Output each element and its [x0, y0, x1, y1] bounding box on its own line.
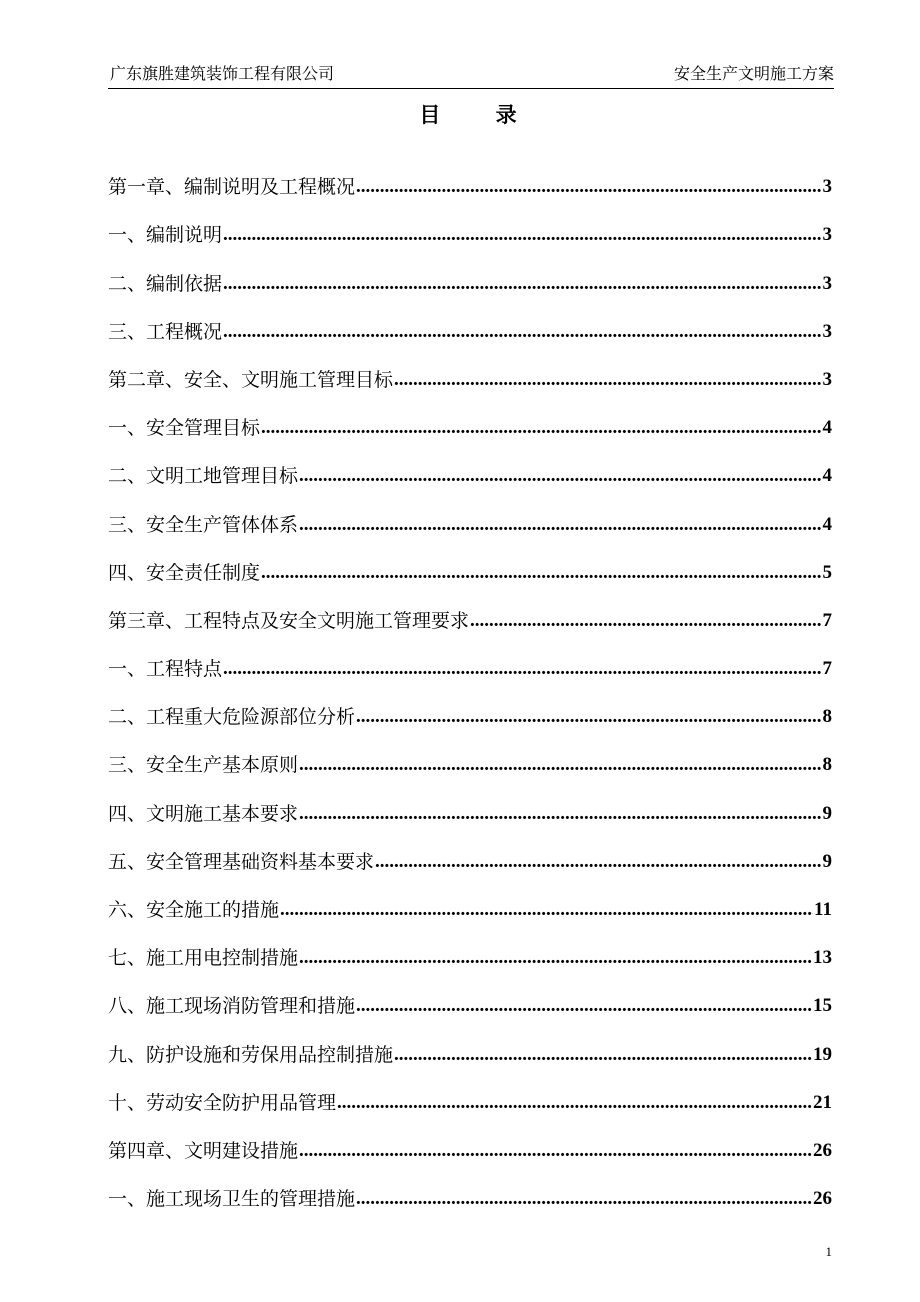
- toc-entry-label: 七、施工用电控制措施: [108, 947, 299, 970]
- toc-entry-page: 3: [822, 272, 832, 294]
- toc-entry[interactable]: [108, 588, 832, 636]
- toc-entry-page: 26: [813, 1139, 832, 1161]
- toc-entry[interactable]: [108, 877, 832, 925]
- toc-entry-page: 8: [822, 706, 832, 728]
- toc-entry[interactable]: [108, 154, 832, 202]
- toc-entry-label: 第三章、工程特点及安全文明施工管理要求: [108, 609, 470, 632]
- table-of-contents: [108, 154, 832, 1214]
- toc-entry-label: 第一章、编制说明及工程概况: [108, 176, 356, 199]
- toc-entry[interactable]: [108, 491, 832, 539]
- toc-entry[interactable]: [108, 395, 832, 443]
- toc-dot-leader: [356, 991, 812, 1021]
- toc-entry-label: 一、施工现场卫生的管理措施: [108, 1188, 356, 1211]
- toc-entry[interactable]: [108, 973, 832, 1021]
- toc-dot-leader: [299, 510, 821, 540]
- toc-entry-label: 二、文明工地管理目标: [108, 465, 299, 488]
- toc-entry-label: 五、安全管理基础资料基本要求: [108, 850, 375, 873]
- toc-entry[interactable]: [108, 1021, 832, 1069]
- toc-entry[interactable]: [108, 1070, 832, 1118]
- toc-entry-label: 一、编制说明: [108, 224, 223, 247]
- toc-entry-page: 7: [822, 609, 832, 631]
- toc-entry-page: 15: [813, 995, 832, 1017]
- toc-entry[interactable]: [108, 250, 832, 298]
- toc-dot-leader: [299, 750, 821, 780]
- toc-dot-leader: [375, 847, 821, 877]
- toc-dot-leader: [299, 799, 821, 829]
- toc-dot-leader: [223, 654, 821, 684]
- toc-entry[interactable]: [108, 684, 832, 732]
- toc-entry[interactable]: [108, 780, 832, 828]
- toc-entry-page: 4: [822, 417, 832, 439]
- toc-entry-page: 8: [822, 754, 832, 776]
- toc-entry[interactable]: [108, 540, 832, 588]
- toc-entry-page: 9: [822, 802, 832, 824]
- toc-entry-page: 3: [822, 368, 832, 390]
- toc-dot-leader: [356, 1184, 812, 1214]
- header-company: 广东旗胜建筑装饰工程有限公司: [110, 64, 335, 83]
- toc-entry-label: 九、防护设施和劳保用品控制措施: [108, 1043, 394, 1066]
- toc-entry-label: 二、编制依据: [108, 272, 223, 295]
- toc-entry-label: 第四章、文明建设措施: [108, 1139, 299, 1162]
- toc-entry-page: 4: [822, 465, 832, 487]
- toc-dot-leader: [223, 269, 821, 299]
- toc-dot-leader: [280, 895, 813, 925]
- toc-dot-leader: [223, 220, 821, 250]
- toc-dot-leader: [356, 172, 821, 202]
- toc-entry-page: 5: [822, 561, 832, 583]
- toc-entry[interactable]: [108, 202, 832, 250]
- toc-entry-label: 三、安全生产基本原则: [108, 754, 299, 777]
- toc-dot-leader: [337, 1088, 812, 1118]
- toc-entry-page: 3: [822, 224, 832, 246]
- toc-entry[interactable]: [108, 299, 832, 347]
- toc-entry-label: 四、文明施工基本要求: [108, 802, 299, 825]
- page-header: [108, 62, 834, 89]
- toc-entry-page: 7: [822, 658, 832, 680]
- toc-entry-label: 三、工程概况: [108, 320, 223, 343]
- toc-dot-leader: [223, 317, 821, 347]
- header-doc-title: 安全生产文明施工方案: [673, 64, 834, 83]
- toc-dot-leader: [299, 1136, 812, 1166]
- toc-dot-leader: [261, 413, 821, 443]
- toc-entry-label: 二、工程重大危险源部位分析: [108, 706, 356, 729]
- toc-entry[interactable]: [108, 925, 832, 973]
- toc-dot-leader: [394, 1040, 812, 1070]
- toc-entry[interactable]: [108, 443, 832, 491]
- toc-title: 目 录: [419, 102, 541, 127]
- toc-entry-page: 3: [822, 176, 832, 198]
- toc-entry[interactable]: [108, 636, 832, 684]
- page-number: 1: [825, 1244, 832, 1259]
- toc-entry-page: 19: [813, 1043, 832, 1065]
- toc-entry-page: 9: [822, 850, 832, 872]
- toc-entry-label: 一、安全管理目标: [108, 417, 261, 440]
- toc-entry-page: 26: [813, 1188, 832, 1210]
- toc-entry-label: 八、施工现场消防管理和措施: [108, 995, 356, 1018]
- toc-entry-label: 三、安全生产管体体系: [108, 513, 299, 536]
- toc-entry-page: 21: [813, 1091, 832, 1113]
- toc-dot-leader: [470, 606, 821, 636]
- toc-entry-label: 第二章、安全、文明施工管理目标: [108, 368, 394, 391]
- toc-dot-leader: [261, 558, 821, 588]
- toc-dot-leader: [299, 943, 812, 973]
- toc-entry[interactable]: [108, 829, 832, 877]
- toc-entry[interactable]: [108, 732, 832, 780]
- toc-entry[interactable]: [108, 1118, 832, 1166]
- toc-entry-page: 4: [822, 513, 832, 535]
- toc-dot-leader: [394, 365, 821, 395]
- toc-entry-page: 13: [813, 947, 832, 969]
- toc-entry[interactable]: [108, 1166, 832, 1214]
- toc-entry-label: 十、劳动安全防护用品管理: [108, 1091, 337, 1114]
- toc-entry-label: 一、工程特点: [108, 658, 223, 681]
- toc-entry-page: 11: [814, 899, 832, 920]
- toc-entry-label: 六、安全施工的措施: [108, 899, 280, 921]
- toc-entry-page: 3: [822, 320, 832, 342]
- toc-entry-label: 四、安全责任制度: [108, 561, 261, 584]
- toc-entry[interactable]: [108, 347, 832, 395]
- toc-dot-leader: [299, 461, 821, 491]
- toc-dot-leader: [356, 702, 821, 732]
